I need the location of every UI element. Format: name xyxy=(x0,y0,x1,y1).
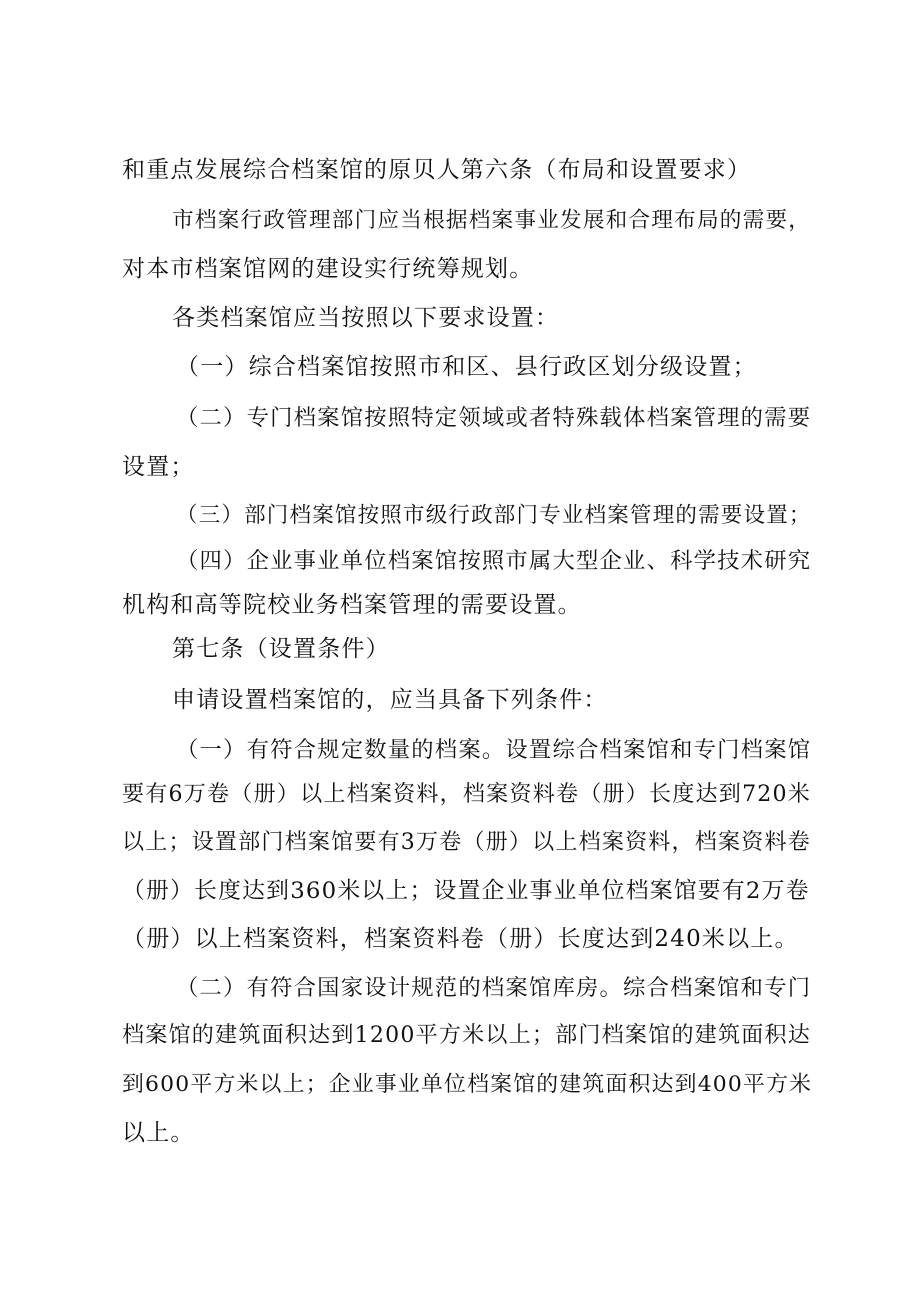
text-line-19: 档案馆的建筑面积达到1200平方米以上；部门档案馆的建筑面积达 xyxy=(122,1023,812,1048)
text-line-8: （三）部门档案馆按照市级行政部门专业档案管理的需要设置； xyxy=(176,503,812,528)
text-line-7: 设置； xyxy=(122,454,195,480)
text-line-1: 和重点发展综合档案馆的原贝人第六条（布局和设置要求） xyxy=(122,157,752,183)
text-line-3: 对本市档案馆网的建设实行统筹规划。 xyxy=(122,256,534,282)
text-line-2: 市档案行政管理部门应当根据档案事业发展和合理布局的需要， xyxy=(172,208,812,233)
text-line-10: 机构和高等院校业务档案管理的需要设置。 xyxy=(122,592,582,618)
text-line-20: 到600平方米以上；企业事业单位档案馆的建筑面积达到400平方米 xyxy=(122,1072,813,1097)
text-line-21: 以上。 xyxy=(122,1120,195,1146)
text-line-4: 各类档案馆应当按照以下要求设置： xyxy=(172,305,560,331)
text-line-5: （一）综合档案馆按照市和区、县行政区划分级设置； xyxy=(176,354,757,380)
text-line-12: 申请设置档案馆的，应当具备下列条件： xyxy=(172,687,608,713)
text-line-6: （二）专门档案馆按照特定领域或者特殊载体档案管理的需要 xyxy=(176,405,812,431)
text-line-9: （四）企业事业单位档案馆按照市属大型企业、科学技术研究 xyxy=(176,548,812,574)
text-line-13: （一）有符合规定数量的档案。设置综合档案馆和专门档案馆 xyxy=(176,737,812,763)
text-line-18: （二）有符合国家设计规范的档案馆库房。综合档案馆和专门 xyxy=(176,975,812,1001)
text-line-16: （册）长度达到360米以上；设置企业事业单位档案馆要有2万卷 xyxy=(122,878,810,904)
text-line-11: 第七条（设置条件） xyxy=(172,636,390,662)
text-line-14: 要有6万卷（册）以上档案资料，档案资料卷（册）长度达到720米 xyxy=(122,782,812,807)
text-line-15: 以上；设置部门档案馆要有3万卷（册）以上档案资料，档案资料卷 xyxy=(122,830,811,855)
text-line-17: （册）以上档案资料，档案资料卷（册）长度达到240米以上。 xyxy=(122,926,799,952)
